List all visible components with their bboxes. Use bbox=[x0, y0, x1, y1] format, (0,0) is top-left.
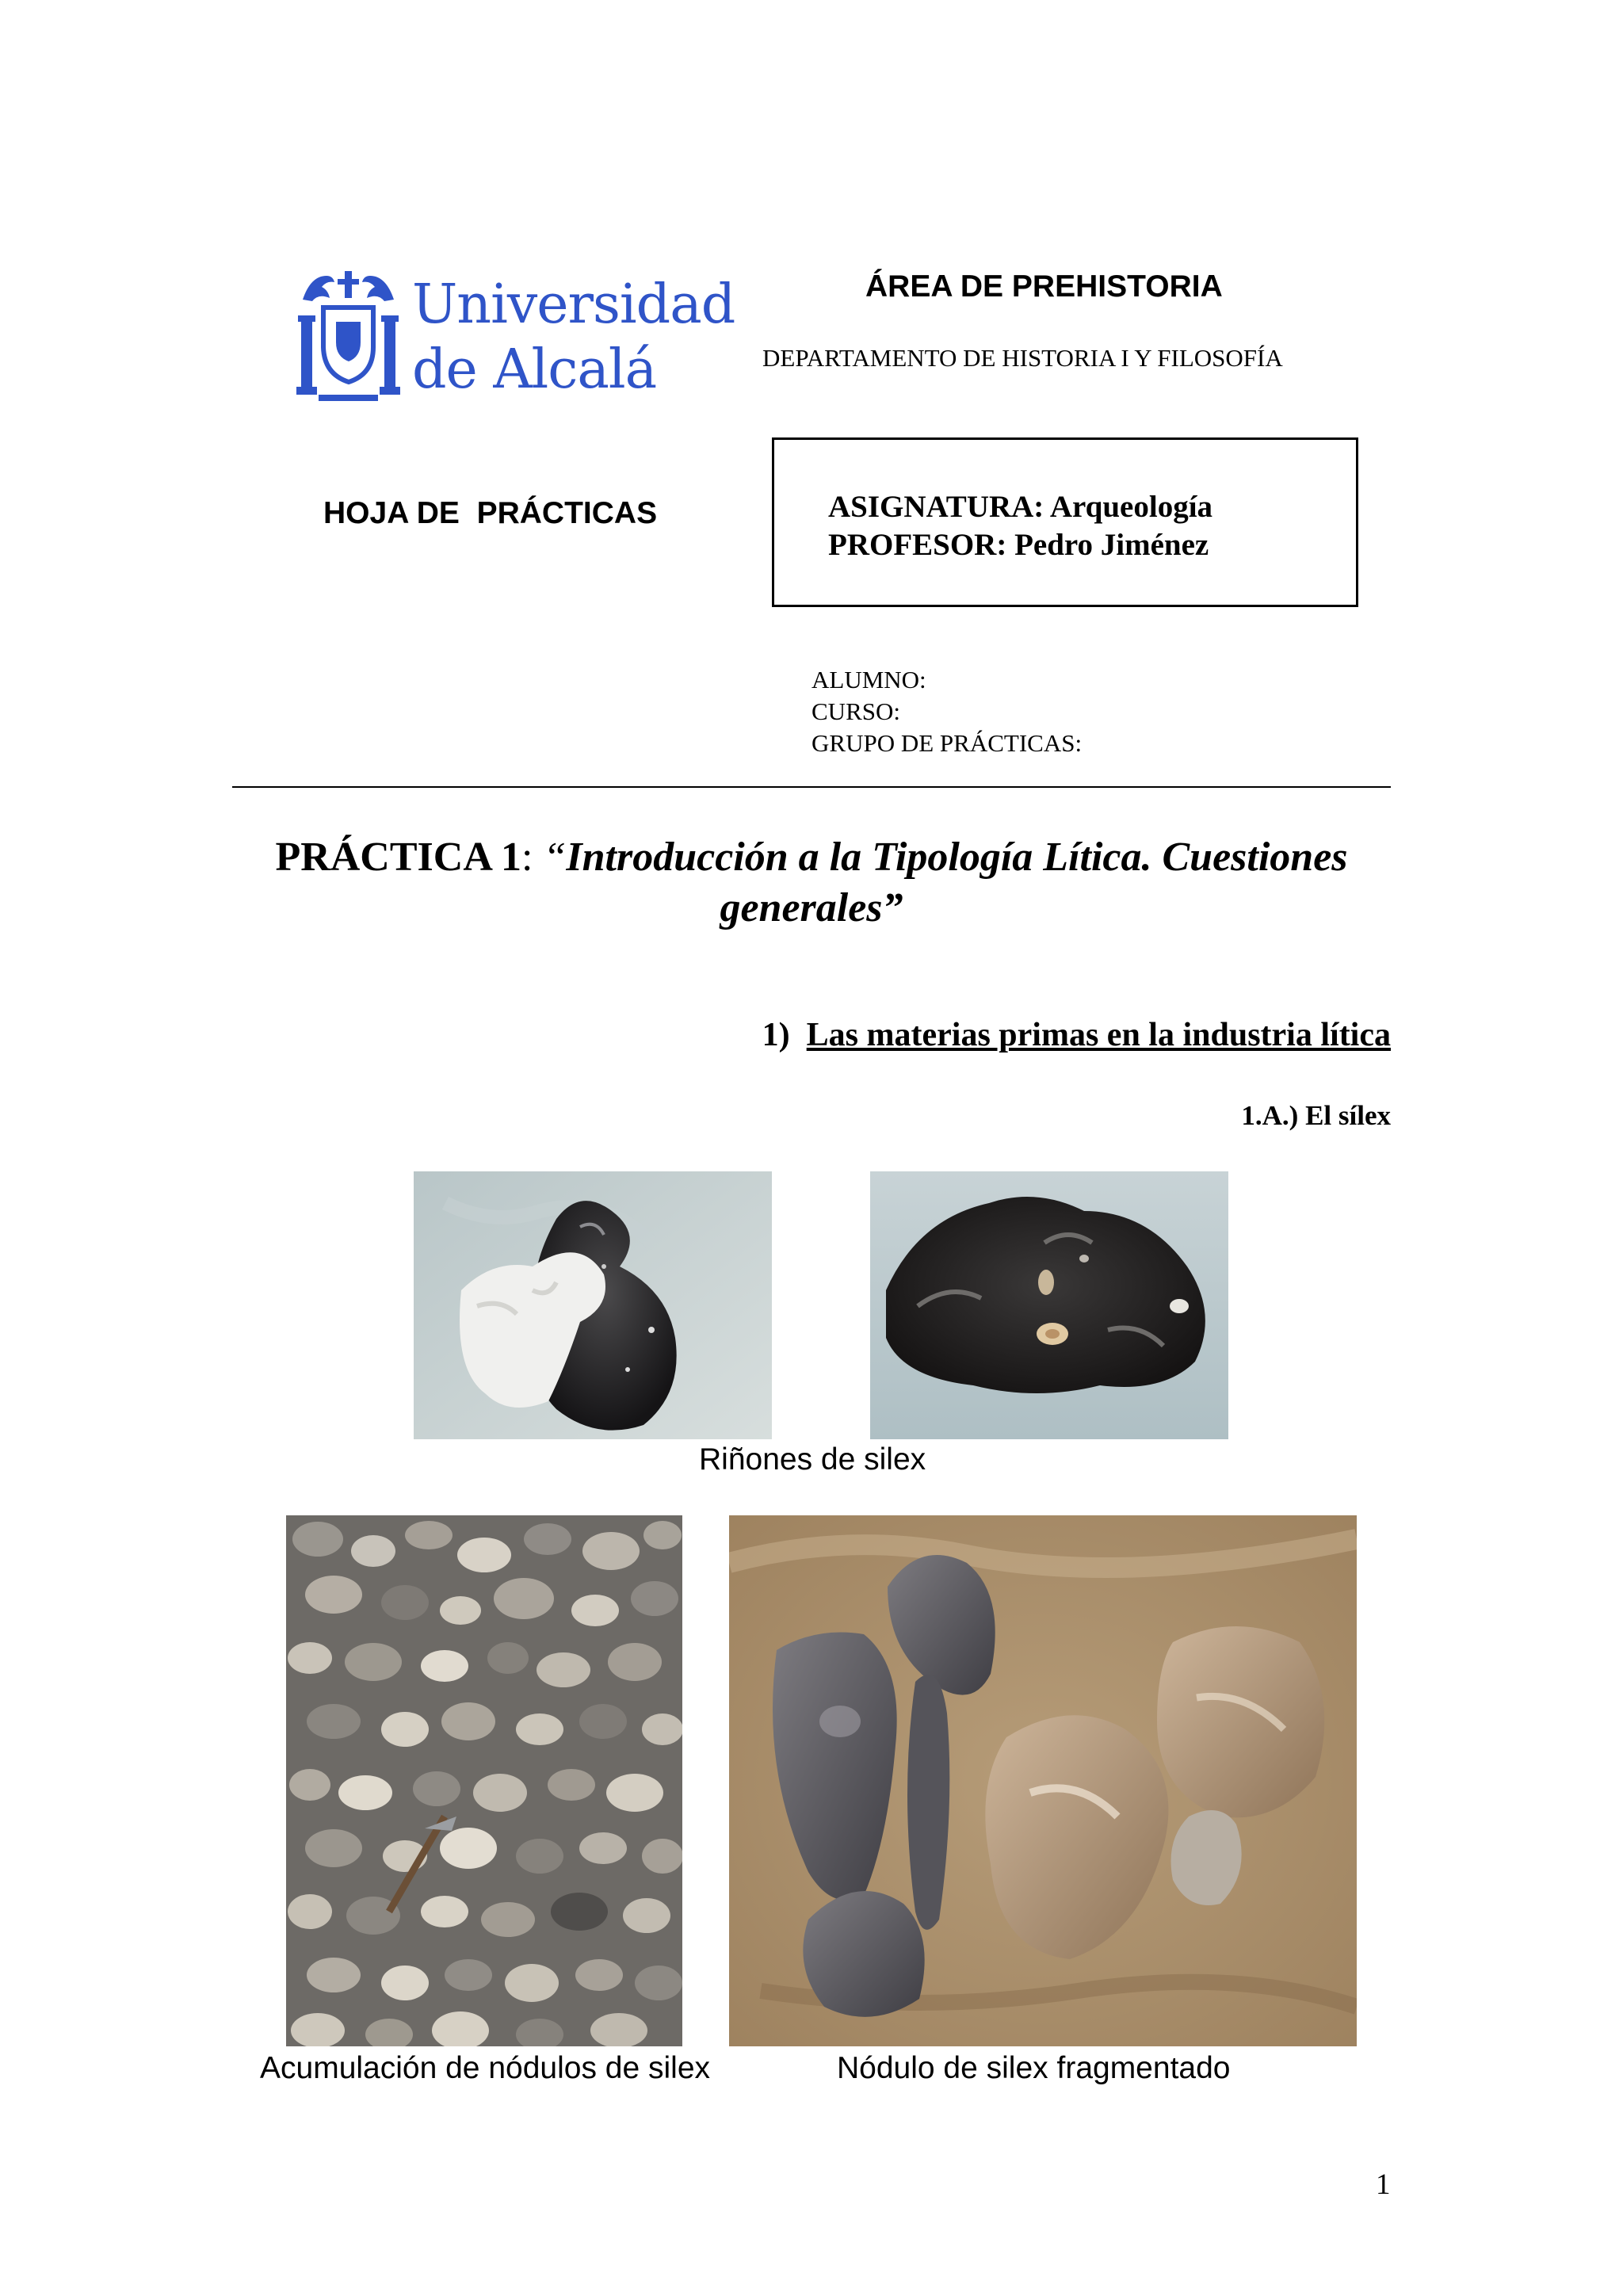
practice-group-label: GRUPO DE PRÁCTICAS: bbox=[812, 729, 1083, 757]
practice-title-line-2: generales” bbox=[720, 885, 903, 930]
course-info-box bbox=[772, 437, 1358, 607]
section-title: Las materias primas en la industria lítica bbox=[806, 1017, 1391, 1053]
university-crest-icon bbox=[295, 268, 402, 407]
course-professor: PROFESOR: Pedro Jiménez bbox=[828, 528, 1209, 562]
student-fields bbox=[812, 664, 1082, 759]
course-subject: ASIGNATURA: Arqueología bbox=[828, 490, 1213, 524]
course-year-label: CURSO: bbox=[812, 697, 900, 725]
caption-fragmented-flint: Nódulo de silex fragmentado bbox=[837, 2051, 1231, 2085]
subsection-heading: 1.A.) El sílex bbox=[1241, 1100, 1391, 1131]
fragmented-flint-photo bbox=[729, 1515, 1357, 2046]
practice-title-line-1: Introducción a la Tipología Lítica. Cuestiones bbox=[566, 835, 1348, 880]
section-heading bbox=[762, 1016, 1391, 1054]
student-name-label: ALUMNO: bbox=[812, 666, 926, 693]
caption-flint-accumulation: Acumulación de nódulos de silex bbox=[260, 2051, 711, 2085]
practice-colon: : bbox=[521, 835, 544, 880]
logo-line-2: de Alcalá bbox=[412, 338, 657, 401]
horizontal-divider bbox=[232, 786, 1391, 788]
flint-nodules-photo-2 bbox=[870, 1171, 1228, 1439]
department-title: DEPARTAMENTO DE HISTORIA I Y FILOSOFÍA bbox=[762, 344, 1283, 372]
section-number: 1) bbox=[762, 1017, 790, 1053]
university-wordmark bbox=[412, 273, 735, 403]
logo-line-1: Universidad bbox=[412, 273, 735, 336]
area-title: ÁREA DE PREHISTORIA bbox=[865, 269, 1223, 304]
practice-title bbox=[198, 832, 1425, 934]
page-number: 1 bbox=[1376, 2168, 1391, 2201]
university-logo bbox=[295, 268, 735, 407]
practice-open-quote: “ bbox=[543, 835, 567, 880]
flint-nodules-photo-1 bbox=[414, 1171, 772, 1439]
flint-accumulation-photo bbox=[286, 1515, 682, 2046]
practice-label: PRÁCTICA 1 bbox=[275, 835, 522, 880]
caption-flint-nodules: Riñones de silex bbox=[699, 1442, 926, 1477]
sheet-label: HOJA DE PRÁCTICAS bbox=[323, 496, 658, 530]
